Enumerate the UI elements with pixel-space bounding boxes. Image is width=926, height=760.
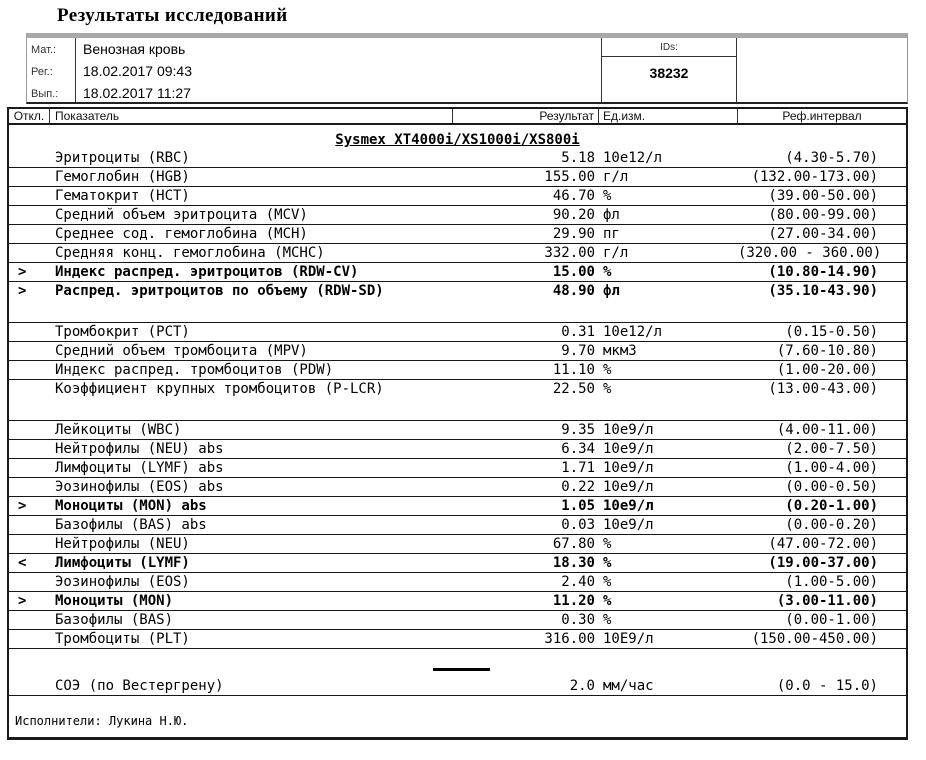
parameter-name: СОЭ (по Вестергрену) — [55, 678, 224, 694]
deviation-flag — [9, 244, 50, 262]
result-value: 11.20 — [552, 593, 595, 609]
deviation-flag — [9, 323, 50, 341]
result-value: 48.90 — [552, 283, 595, 299]
table-row — [9, 168, 906, 187]
divider-mark — [433, 668, 490, 671]
unit-value: % — [603, 593, 612, 609]
unit-value: г/л — [603, 245, 629, 261]
reference-interval: (0.00-0.20) — [785, 517, 878, 533]
specimen-info-box — [26, 33, 908, 104]
parameter-name: Нейтрофилы (NEU) — [55, 536, 190, 552]
parameter-name: Моноциты (MON) abs — [55, 498, 207, 514]
issued-value: 18.02.2017 11:27 — [83, 85, 191, 101]
table-row — [9, 459, 906, 478]
reference-interval: (80.00-99.00) — [768, 207, 878, 223]
unit-value: 10E9/л — [603, 631, 654, 647]
parameter-name: Тромбоциты (PLT) — [55, 631, 190, 647]
registered-row — [27, 62, 567, 84]
reference-interval: (4.30-5.70) — [785, 150, 878, 166]
parameter-name: Индекс распред. эритроцитов (RDW-CV) — [55, 264, 359, 280]
unit-value: % — [603, 362, 612, 378]
deviation-flag — [9, 630, 50, 648]
unit-value: мкм3 — [603, 343, 637, 359]
unit-value: % — [603, 264, 612, 280]
parameter-name: Гематокрит (HCT) — [55, 188, 190, 204]
deviation-flag: > — [18, 593, 27, 609]
reference-interval: (1.00-5.00) — [785, 574, 878, 590]
material-row — [27, 40, 567, 62]
unit-value: % — [603, 536, 612, 552]
parameter-name: Базофилы (BAS) — [55, 612, 174, 628]
deviation-flag: > — [18, 283, 27, 299]
unit-value: 10e9/л — [603, 479, 654, 495]
result-value: 155.00 — [544, 169, 595, 185]
result-value: 18.30 — [552, 555, 595, 571]
deviation-flag — [9, 168, 50, 186]
result-value: 0.31 — [561, 324, 595, 340]
reference-interval: (7.60-10.80) — [776, 343, 878, 359]
issued-row — [27, 84, 567, 106]
parameter-name: Средний объем эритроцита (MCV) — [55, 207, 308, 223]
ids-label: IDs: — [602, 38, 736, 57]
unit-value: пг — [603, 226, 620, 242]
unit-value: 10e9/л — [603, 441, 654, 457]
table-row — [9, 611, 906, 630]
parameter-name: Эозинофилы (EOS) abs — [55, 479, 224, 495]
table-row — [9, 282, 906, 301]
deviation-flag — [9, 440, 50, 458]
table-row — [9, 516, 906, 535]
deviation-flag — [9, 187, 50, 205]
results-table — [7, 107, 908, 740]
result-value: 1.71 — [561, 460, 595, 476]
table-row — [9, 478, 906, 497]
parameter-name: Лейкоциты (WBC) — [55, 422, 182, 438]
deviation-flag — [9, 380, 50, 399]
spacer-row — [9, 399, 906, 421]
deviation-flag — [9, 225, 50, 243]
parameter-name: Базофилы (BAS) abs — [55, 517, 207, 533]
result-value: 22.50 — [552, 381, 595, 397]
result-value: 9.70 — [561, 343, 595, 359]
unit-value: % — [603, 188, 612, 204]
result-value: 332.00 — [544, 245, 595, 261]
analyzer-section-title — [9, 125, 906, 149]
reference-interval: (39.00-50.00) — [768, 188, 878, 204]
deviation-flag — [9, 573, 50, 591]
result-value: 11.10 — [552, 362, 595, 378]
parameter-name: Индекс распред. тромбоцитов (PDW) — [55, 362, 334, 378]
table-row — [9, 342, 906, 361]
table-row — [9, 592, 906, 611]
deviation-flag — [9, 677, 50, 695]
parameter-name: Моноциты (MON) — [55, 593, 174, 609]
unit-value: 10e9/л — [603, 460, 654, 476]
deviation-flag — [9, 611, 50, 629]
table-row — [9, 380, 906, 399]
reference-interval: (1.00-4.00) — [785, 460, 878, 476]
result-value: 15.00 — [552, 264, 595, 280]
reference-interval: (35.10-43.90) — [768, 283, 878, 299]
deviation-flag — [9, 535, 50, 553]
table-row — [9, 361, 906, 380]
deviation-flag — [9, 361, 50, 379]
result-value: 90.20 — [552, 207, 595, 223]
result-value: 2.0 — [569, 678, 595, 694]
result-value: 1.05 — [561, 498, 595, 514]
deviation-flag — [9, 459, 50, 477]
unit-value: 10e12/л — [603, 324, 663, 340]
parameter-name: Среднее сод. гемоглобина (MCH) — [55, 226, 308, 242]
reference-interval: (27.00-34.00) — [768, 226, 878, 242]
reference-interval: (0.00-0.50) — [785, 479, 878, 495]
reference-interval: (19.00-37.00) — [768, 555, 878, 571]
deviation-flag — [9, 478, 50, 496]
page-title: Результаты исследований — [57, 5, 288, 26]
deviation-flag — [9, 149, 50, 167]
unit-value: г/л — [603, 169, 629, 185]
parameter-name: Коэффициент крупных тромбоцитов (P-LCR) — [55, 381, 384, 397]
unit-value: 10e9/л — [603, 422, 654, 438]
ids-box — [601, 38, 737, 102]
table-row — [9, 187, 906, 206]
parameter-name: Распред. эритроцитов по объему (RDW-SD) — [55, 283, 384, 299]
deviation-flag: > — [18, 264, 27, 280]
unit-value: фл — [603, 283, 620, 299]
unit-value: 10e12/л — [603, 150, 663, 166]
column-header-result: Результат — [453, 109, 599, 123]
parameter-name: Лимфоциты (LYMF) abs — [55, 460, 224, 476]
reference-interval: (320.00 - 360.00) — [738, 245, 882, 261]
result-value: 9.35 — [561, 422, 595, 438]
result-value: 46.70 — [552, 188, 595, 204]
reference-interval: (2.00-7.50) — [785, 441, 878, 457]
table-row — [9, 263, 906, 282]
deviation-flag — [9, 421, 50, 439]
unit-value: % — [603, 574, 612, 590]
reference-interval: (47.00-72.00) — [768, 536, 878, 552]
deviation-flag — [9, 342, 50, 360]
result-value: 5.18 — [561, 150, 595, 166]
column-header-ref-interval: Реф.интервал — [782, 109, 862, 123]
unit-value: 10e9/л — [603, 517, 654, 533]
deviation-flag — [9, 516, 50, 534]
parameter-name: Эритроциты (RBC) — [55, 150, 190, 166]
reference-interval: (3.00-11.00) — [776, 593, 878, 609]
reference-interval: (0.00-1.00) — [785, 612, 878, 628]
table-row — [9, 244, 906, 263]
unit-value: фл — [603, 207, 620, 223]
unit-value: 10e9/л — [603, 498, 654, 514]
parameter-name: Эозинофилы (EOS) — [55, 574, 190, 590]
result-value: 0.03 — [561, 517, 595, 533]
column-header-deviation: Откл. — [9, 109, 50, 123]
unit-value: % — [603, 381, 612, 397]
table-row — [9, 421, 906, 440]
material-label: Мат.: — [31, 44, 57, 56]
table-row — [9, 573, 906, 592]
table-row — [9, 149, 906, 168]
deviation-flag: > — [18, 498, 27, 514]
spacer-row — [9, 649, 906, 677]
column-header-parameter: Показатель — [50, 109, 453, 123]
ids-value: 38232 — [649, 65, 689, 81]
reference-interval: (132.00-173.00) — [751, 169, 878, 185]
unit-value: % — [603, 555, 612, 571]
performers-footer: Исполнители: Лукина Н.Ю. — [15, 714, 189, 728]
analyzer-section-title-text: Sysmex XT4000i/XS1000i/XS800i — [335, 132, 580, 148]
parameter-name: Средняя конц. гемоглобина (MCHC) — [55, 245, 325, 261]
table-row — [9, 497, 906, 516]
table-row — [9, 225, 906, 244]
deviation-flag — [9, 206, 50, 224]
issued-label: Вып.: — [31, 88, 59, 100]
reference-interval: (10.80-14.90) — [768, 264, 878, 280]
registered-label: Рег.: — [31, 66, 53, 78]
table-row — [9, 206, 906, 225]
result-value: 29.90 — [552, 226, 595, 242]
registered-value: 18.02.2017 09:43 — [83, 63, 192, 79]
reference-interval: (0.0 - 15.0) — [776, 678, 878, 694]
unit-value: % — [603, 612, 612, 628]
table-row — [9, 554, 906, 573]
parameter-name: Тромбокрит (PCT) — [55, 324, 190, 340]
table-row — [9, 440, 906, 459]
column-header-unit: Ед.изм. — [599, 109, 738, 123]
table-row — [9, 677, 906, 696]
result-value: 67.80 — [552, 536, 595, 552]
material-value: Венозная кровь — [83, 41, 186, 57]
reference-interval: (4.00-11.00) — [776, 422, 878, 438]
spacer-row — [9, 301, 906, 323]
deviation-flag: < — [18, 555, 27, 571]
reference-interval: (0.20-1.00) — [785, 498, 878, 514]
reference-interval: (1.00-20.00) — [776, 362, 878, 378]
table-row — [9, 535, 906, 554]
result-value: 6.34 — [561, 441, 595, 457]
result-value: 0.22 — [561, 479, 595, 495]
unit-value: мм/час — [603, 678, 654, 694]
result-value: 2.40 — [561, 574, 595, 590]
parameter-name: Лимфоциты (LYMF) — [55, 555, 190, 571]
result-value: 316.00 — [544, 631, 595, 647]
table-row — [9, 630, 906, 649]
reference-interval: (13.00-43.00) — [768, 381, 878, 397]
parameter-name: Нейтрофилы (NEU) abs — [55, 441, 224, 457]
reference-interval: (0.15-0.50) — [785, 324, 878, 340]
parameter-name: Гемоглобин (HGB) — [55, 169, 190, 185]
parameter-name: Средний объем тромбоцита (MPV) — [55, 343, 308, 359]
table-header-row — [9, 107, 906, 125]
result-value: 0.30 — [561, 612, 595, 628]
table-row — [9, 323, 906, 342]
table-body — [9, 125, 906, 696]
reference-interval: (150.00-450.00) — [751, 631, 878, 647]
